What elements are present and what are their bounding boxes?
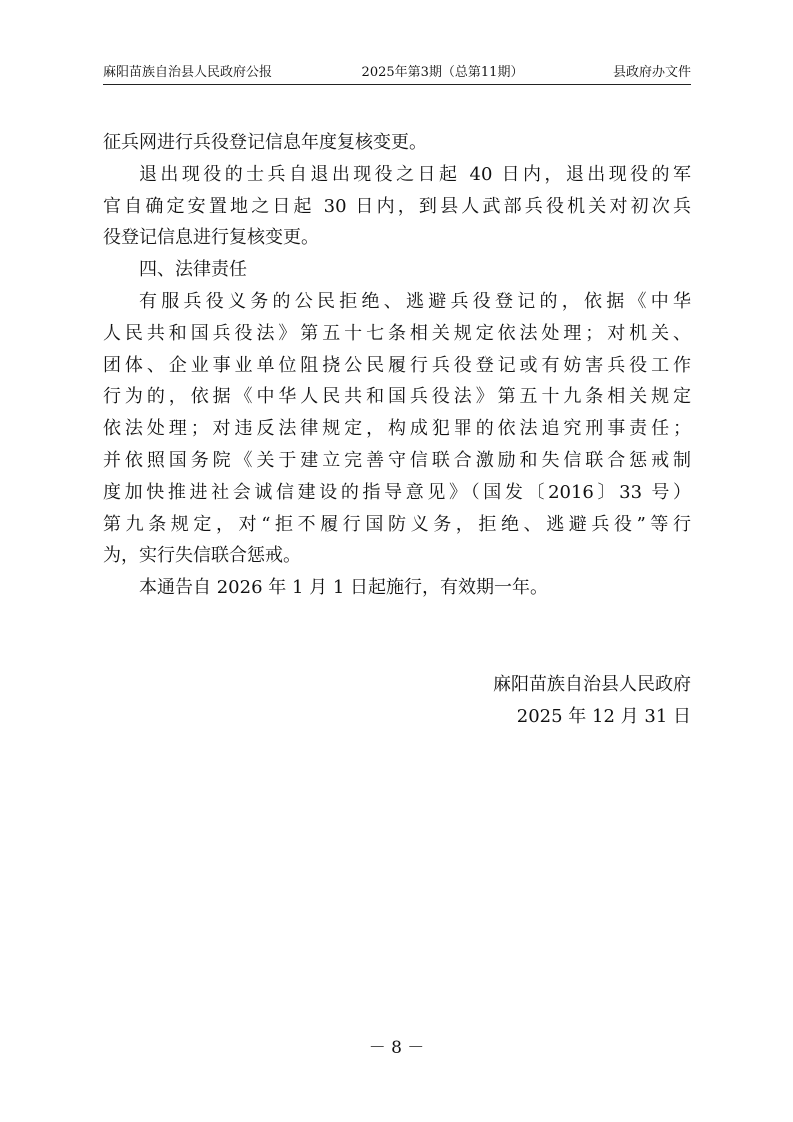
body-line: 依法处理；对违反法律规定，构成犯罪的依法追究刑事责任； [103,418,691,440]
body-line: 本通告自 2026 年 1 月 1 日起施行，有效期一年。 [139,577,549,599]
body-line: 行为的，依据《中华人民共和国兵役法》第五十九条相关规定 [103,386,691,408]
issue-date: 2025 年 12 月 31 日 [516,705,691,727]
header-rule [103,84,691,85]
issuing-organization: 麻阳苗族自治县人民政府 [493,673,691,695]
signature-gap [103,604,691,669]
header-section: 县政府办文件 [612,64,691,80]
body-line: 人民共和国兵役法》第五十七条相关规定依法处理；对机关、 [103,322,691,344]
body-line: 征兵网进行兵役登记信息年度复核变更。 [103,132,427,153]
body-line: 退出现役的士兵自退出现役之日起 40 日内，退出现役的军 [139,163,691,185]
body-line: 官自确定安置地之日起 30 日内，到县人武部兵役机关对初次兵 [103,195,691,217]
body-line: 四、法律责任 [139,259,247,281]
body-line: 有服兵役义务的公民拒绝、逃避兵役登记的，依据《中华 [139,290,691,312]
header-issue: 2025年第3期（总第11期） [361,64,524,80]
body-line: 度加快推进社会诚信建设的指导意见》（国发〔2016〕33 号） [103,481,691,503]
body-lines [103,127,691,604]
document-body [103,127,691,733]
body-line: 第九条规定，对“拒不履行国防义务，拒绝、逃避兵役”等行 [103,513,691,535]
body-line: 并依照国务院《关于建立完善守信联合激励和失信联合惩戒制 [103,449,691,471]
body-line: 团体、企业事业单位阻挠公民履行兵役登记或有妨害兵役工作 [103,354,691,376]
header-publication: 麻阳苗族自治县人民政府公报 [103,64,273,80]
body-line: 役登记信息进行复核变更。 [103,227,319,249]
body-line: 为，实行失信联合惩戒。 [103,545,301,567]
page-number: － 8 － [368,1038,425,1058]
running-header [103,57,691,83]
